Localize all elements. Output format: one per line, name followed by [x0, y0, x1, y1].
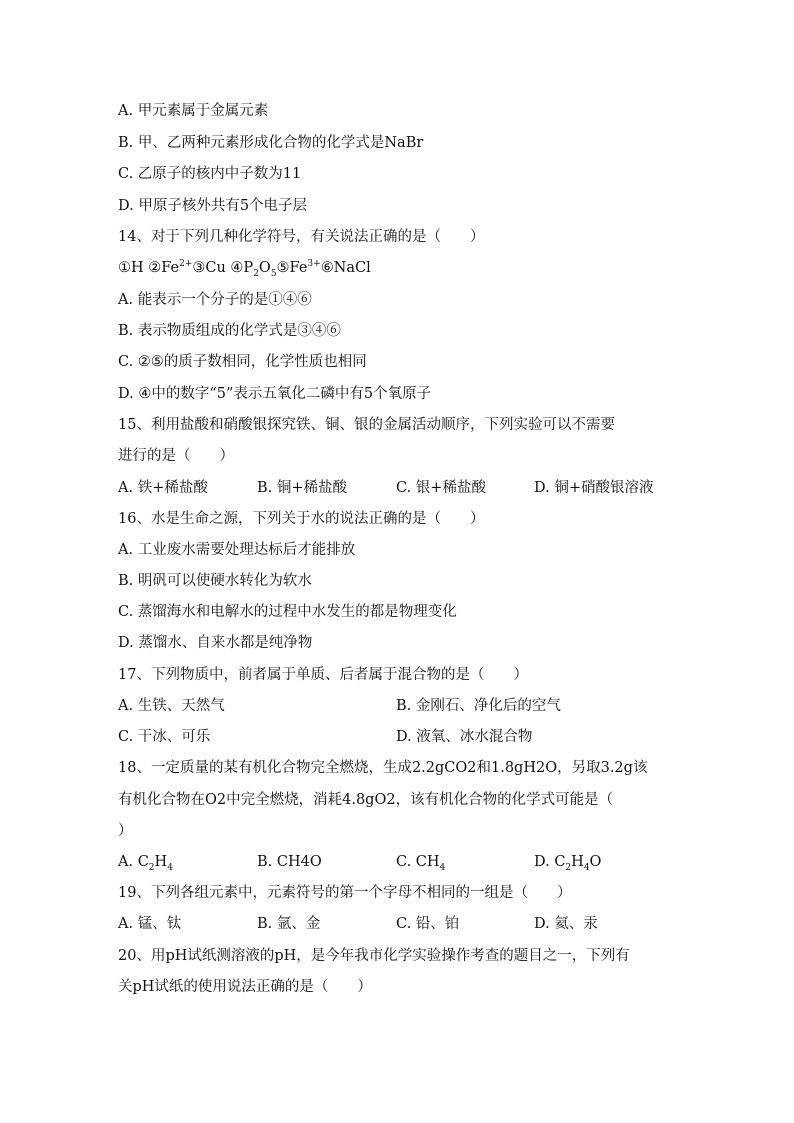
- q18-options: [118, 852, 601, 872]
- q14-option-c: C. ②⑤的质子数相同，化学性质也相同: [118, 354, 367, 370]
- q13-option-a: A. 甲元素属于金属元素: [118, 103, 269, 119]
- q18-option-d: D. $C_2H_4O$: [534, 854, 602, 873]
- q18-option-a: A. $C_2H_4$: [118, 854, 173, 873]
- q17-option-a: A. 生铁、天然气: [118, 698, 225, 714]
- q17-stem: 17、下列物质中，前者属于单质、后者属于混合物的是（ ）: [118, 667, 528, 683]
- q18-stem-line2: 有机化合物在O2中完全燃烧，消耗4.8gO2，该有机化合物的化学式可能是（: [118, 792, 614, 808]
- q18-stem-line1: 18、一定质量的某有机化合物完全燃烧，生成2.2gCO2和1.8gH2O，另取3.2g该: [118, 760, 648, 776]
- q13-option-d: D. 甲原子核外共有5个电子层: [118, 198, 308, 214]
- q16-option-a: A. 工业废水需要处理达标后才能排放: [118, 542, 356, 558]
- q15-option-a: A. 铁+稀盐酸: [118, 480, 208, 496]
- q19-option-d: D. 氦、汞: [534, 916, 598, 932]
- q20-stem-line1: 20、用pH试纸测溶液的pH，是今年我市化学实验操作考查的题目之一，下列有: [118, 948, 630, 964]
- q14-symbol-1: ①H ②Fe: [118, 260, 180, 276]
- q19-option-a: A. 锰、钛: [118, 916, 182, 932]
- q16-option-d: D. 蒸馏水、自来水都是纯净物: [118, 635, 313, 651]
- q15-option-d: D. 铜+硝酸银溶液: [534, 480, 654, 496]
- q14-stem: 14、对于下列几种化学符号，有关说法正确的是（ ）: [118, 229, 485, 245]
- q19-options: [118, 914, 598, 934]
- q19-option-c: C. 铅、铂: [396, 916, 460, 932]
- q17-option-c: C. 干冰、可乐: [118, 729, 211, 745]
- q13-option-c: C. 乙原子的核内中子数为11: [118, 166, 302, 182]
- q18-option-c: C. $CH_4$: [396, 854, 446, 873]
- q19-stem: 19、下列各组元素中，元素符号的第一个字母不相同的一组是（ ）: [118, 885, 572, 901]
- q15-stem-line1: 15、利用盐酸和硝酸银探究铁、铜、银的金属活动顺序，下列实验可以不需要: [118, 417, 615, 433]
- q16-option-c: C. 蒸馏海水和电解水的过程中水发生的都是物理变化: [118, 604, 457, 620]
- q16-option-b: B. 明矾可以使硬水转化为软水: [118, 573, 312, 589]
- q19-option-b: B. 氩、金: [257, 916, 321, 932]
- q16-stem: 16、水是生命之源，下列关于水的说法正确的是（ ）: [118, 511, 485, 527]
- q18-option-b: B. CH4O: [257, 854, 322, 870]
- q14-option-b: B. 表示物质组成的化学式是③④⑥: [118, 323, 341, 339]
- q14-option-a: A. 能表示一个分子的是①④⑥: [118, 292, 312, 308]
- q15-option-c: C. 银+稀盐酸: [396, 480, 486, 496]
- q15-option-b: B. 铜+稀盐酸: [257, 480, 348, 496]
- q20-stem-line2: 关pH试纸的使用说法正确的是（ ）: [118, 979, 372, 995]
- q18-stem-line3: ）: [118, 823, 133, 839]
- q15-options: [118, 478, 653, 498]
- q14-option-d: D. ④中的数字“5”表示五氧化二磷中有5个氧原子: [118, 386, 432, 402]
- q17-option-b: B. 金刚石、净化后的空气: [396, 698, 561, 714]
- q17-options-row1: [118, 696, 561, 716]
- q13-option-b: B. 甲、乙两种元素形成化合物的化学式是NaBr: [118, 135, 424, 151]
- q15-stem-line2: 进行的是（ ）: [118, 448, 234, 464]
- q17-options-row2: [118, 727, 532, 747]
- q14-symbols: ①H $②Fe^{2+}③Cu$ $④P_2O_5⑤Fe^{3+}⑥NaCl$: [118, 259, 371, 279]
- q17-option-d: D. 液氧、冰水混合物: [396, 729, 533, 745]
